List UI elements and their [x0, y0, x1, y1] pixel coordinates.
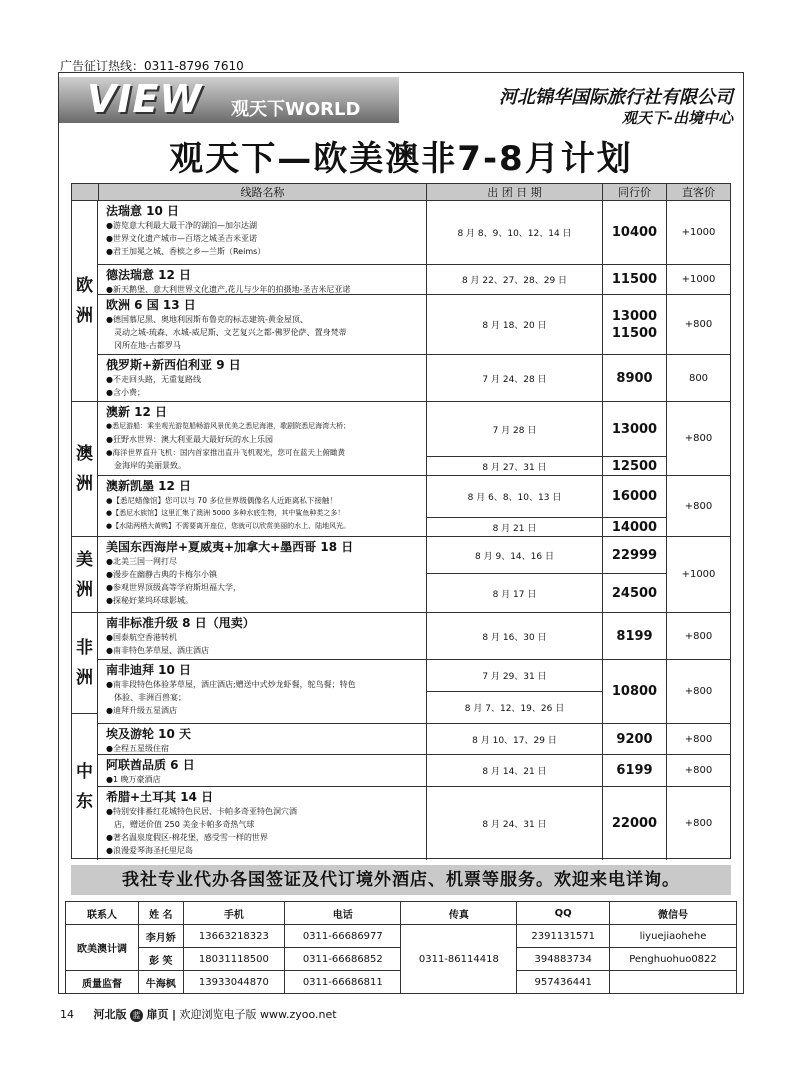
route-title: 美国东西海岸+夏威夷+加拿大+墨西哥 18 日	[106, 540, 354, 554]
contact-header: 姓 名	[139, 902, 183, 925]
region-middle-east: 中东	[72, 714, 98, 860]
direct-price: +800	[666, 755, 730, 787]
contact-fax: 0311-86114418	[401, 925, 517, 994]
route-feature: ●含小费；	[106, 388, 145, 397]
departure-dates: 8 月 27、31 日	[426, 457, 602, 476]
direct-price: +800	[666, 402, 730, 476]
route-feature: ●悉尼游船：乘坐观光游览船畅游风景优美之悉尼海港，歌剧院悉尼海湾大桥；	[106, 422, 351, 430]
departure-dates: 8 月 17 日	[426, 574, 602, 613]
price-value: 8199	[616, 628, 653, 644]
contact-tel: 0311-66686852	[285, 948, 401, 971]
trade-price	[602, 402, 666, 457]
trade-price	[602, 457, 666, 476]
route-feature: ●海洋世界直升飞机：国内首家推出直升飞机观光，您可在蓝天上俯瞰黄	[106, 448, 346, 457]
route-feature: ●浪漫爱琴海圣托里尼岛	[106, 846, 193, 855]
contact-name: 彭 笑	[139, 948, 183, 971]
header-route: 线路名称	[98, 184, 426, 201]
region-africa: 非洲	[72, 613, 98, 714]
trade-price	[602, 574, 666, 613]
contact-header: QQ	[517, 902, 610, 925]
website-link[interactable]: 欢迎浏览电子版 www.zyoo.net	[179, 1008, 337, 1021]
departure-dates: 8 月 8、9、10、12、14 日	[426, 201, 602, 265]
route-feature: ●【水陆两栖大黄鸭】不需要离开座位，您就可以欣赏美丽的水上、陆地风光。	[106, 522, 351, 530]
contact-qq: 957436441	[517, 971, 610, 994]
brand-bar	[59, 73, 743, 128]
route-row	[98, 265, 426, 295]
route-row	[98, 476, 426, 537]
contact-table	[65, 901, 737, 994]
route-feature: ●漫步在幽静古典的卡梅尔小镇	[106, 570, 217, 579]
departure-dates: 7 月 24、28 日	[426, 355, 602, 402]
route-feature: ●特别安排番红花城特色民居、卡帕多奇亚特色洞穴酒	[106, 807, 297, 816]
price-value: 13000	[611, 421, 658, 437]
price-value: 22000	[611, 816, 658, 831]
route-feature: 金海岸的美丽景致。	[114, 461, 186, 470]
route-row	[98, 295, 426, 355]
region-america: 美洲	[72, 537, 98, 613]
price-value: 10800	[611, 684, 658, 699]
route-feature: ●君王加冕之城、香槟之乡—兰斯（Reims）	[106, 247, 266, 256]
direct-price: +800	[666, 613, 730, 660]
contact-header: 手机	[183, 902, 285, 925]
route-feature: ●参观世界顶级高等学府斯坦福大学，	[106, 583, 241, 592]
direct-price: +800	[666, 787, 730, 860]
route-feature: 灵动之城-琉森、水城-威尼斯、文艺复兴之都-佛罗伦萨、置身梵蒂	[114, 328, 347, 337]
route-feature: ●全程五星级住宿	[106, 744, 169, 753]
departure-dates: 8 月 22、27、28、29 日	[426, 265, 602, 295]
trade-price	[602, 537, 666, 574]
section-label: 扉页	[146, 1008, 169, 1021]
departure-dates: 8 月 9、14、16 日	[426, 537, 602, 574]
direct-price: 800	[666, 355, 730, 402]
trade-price	[602, 755, 666, 787]
trade-price	[602, 660, 666, 724]
contact-name: 牛海枫	[139, 971, 183, 994]
page-footer: 14 河北版 蓝 扉页 | 欢迎浏览电子版 www.zyoo.net	[60, 1008, 337, 1021]
trade-price	[602, 613, 666, 660]
route-title: 法瑞意 10 日	[106, 204, 180, 218]
price-value: 10400	[611, 225, 658, 240]
departure-dates: 7 月 29、31 日	[426, 660, 602, 692]
route-title: 俄罗斯+新西伯利亚 9 日	[106, 358, 241, 372]
view-world-logo	[59, 77, 399, 123]
direct-price: +800	[666, 295, 730, 355]
departure-dates: 8 月 24、31 日	[426, 787, 602, 860]
contact-qq: 394883734	[517, 948, 610, 971]
trade-price	[602, 201, 666, 265]
departure-dates: 8 月 16、30 日	[426, 613, 602, 660]
route-title: 埃及游轮 10 天	[106, 727, 192, 741]
contact-group: 质量监督	[66, 971, 139, 994]
departure-dates: 8 月 14、21 日	[426, 755, 602, 787]
direct-price: +800	[666, 724, 730, 755]
route-row	[98, 537, 426, 613]
contact-header: 联系人	[66, 902, 139, 925]
direct-price: +1000	[666, 201, 730, 265]
trade-price	[602, 518, 666, 537]
header-direct-price: 直客价	[666, 184, 730, 201]
header-dates: 出 团 日 期	[426, 184, 602, 201]
contact-header: 电话	[285, 902, 401, 925]
route-title: 澳新凯墨 12 日	[106, 479, 192, 493]
contact-qq: 2391131571	[517, 925, 610, 948]
route-row	[98, 787, 426, 860]
route-row	[98, 355, 426, 402]
route-feature: ●国泰航空香港转机	[106, 633, 177, 642]
route-row	[98, 201, 426, 265]
departure-dates: 8 月 18、20 日	[426, 295, 602, 355]
price-value: 16000	[611, 489, 658, 504]
price-value: 8900	[616, 370, 653, 386]
contact-name: 李月娇	[139, 925, 183, 948]
price-value: 11500	[611, 272, 658, 287]
departure-dates: 8 月 10、17、29 日	[426, 724, 602, 755]
price-value: 12500	[611, 458, 658, 474]
route-feature: 体验、非洲百兽宴；	[114, 693, 186, 702]
route-feature: ●探秘好莱坞环球影城。	[106, 596, 193, 605]
trade-price	[602, 787, 666, 860]
route-feature: ●北美三国一网打尽	[106, 557, 177, 566]
page-number: 14	[60, 1008, 74, 1021]
route-feature: ●迪拜升级五星酒店	[106, 706, 177, 715]
trade-price	[602, 265, 666, 295]
route-feature: ●新天鹅堡、意大利世界文化遗产,花儿与少年的拍摄地-圣吉米尼亚诺	[106, 285, 351, 294]
region-europe: 欧洲	[72, 201, 98, 402]
route-feature: ●【悉尼蜡像馆】您可以与 70 多位世界级偶像名人近距离私下接触！	[106, 496, 337, 505]
direct-price: +1000	[666, 265, 730, 295]
contact-wechat	[610, 971, 737, 994]
direct-price: +800	[666, 660, 730, 724]
contact-mobile: 18031118500	[183, 948, 285, 971]
logo-view-text: VIEW	[87, 77, 203, 121]
blue-badge-icon: 蓝	[130, 1009, 143, 1022]
header-region	[72, 184, 98, 201]
route-row	[98, 402, 426, 476]
departure-dates: 8 月 6、8、10、13 日	[426, 476, 602, 518]
itinerary-table	[71, 183, 731, 859]
trade-price	[602, 476, 666, 518]
departure-dates: 7 月 28 日	[426, 402, 602, 457]
trade-price	[602, 355, 666, 402]
route-title: 南非迪拜 10 日	[106, 663, 192, 677]
route-feature: ●不走回头路，无重复路线	[106, 375, 201, 384]
region-australia: 澳洲	[72, 402, 98, 537]
price-value: 9200	[616, 731, 653, 747]
route-row	[98, 660, 426, 724]
service-banner: 我社专业代办各国签证及代订境外酒店、机票等服务。欢迎来电详询。	[71, 865, 731, 895]
route-feature: 店，赠送价值 250 美金卡帕多奇热气球	[114, 820, 255, 829]
trade-price	[602, 724, 666, 755]
contact-wechat: Penghuohuo0822	[610, 948, 737, 971]
ad-hotline: 广告征订热线：0311-8796 7610	[60, 59, 244, 73]
company-name: 河北锦华国际旅行社有限公司	[499, 87, 733, 108]
department-name: 观天下-出境中心	[621, 109, 733, 127]
contact-wechat: liyuejiaohehe	[610, 925, 737, 948]
price-value: 14000	[611, 519, 658, 535]
route-row	[98, 613, 426, 660]
page-title: 观天下—欧美澳非7-8月计划	[169, 139, 633, 179]
route-feature: ●狂野水世界：澳大利亚最大最好玩的水上乐园	[106, 435, 273, 444]
route-feature: ●【悉尼水族馆】这里汇集了澳洲 5000 多种水底生物，其中鲨鱼种类之多！	[106, 509, 345, 517]
edition-label: 河北版	[93, 1008, 127, 1021]
price-value: 22999	[611, 547, 658, 563]
route-title: 德法瑞意 12 日	[106, 268, 192, 282]
direct-price: +800	[666, 476, 730, 537]
route-feature: ●南非段特色体验茅草屋，酒庄酒店;赠送中式炒龙虾餐，鸵鸟餐；特色	[106, 680, 356, 689]
route-row	[98, 724, 426, 755]
price-value: 13000	[611, 308, 658, 324]
contact-header: 传真	[401, 902, 517, 925]
route-feature: ●游览意大利最大最干净的湖泊—加尔达湖	[106, 221, 257, 230]
route-title: 希腊+土耳其 14 日	[106, 790, 214, 804]
route-title: 澳新 12 日	[106, 405, 168, 419]
departure-dates: 8 月 7、12、19、26 日	[426, 692, 602, 724]
route-feature: ●南非特色茅草屋、酒庄酒店	[106, 646, 209, 655]
price-value: 6199	[616, 763, 653, 778]
route-feature: ●著名温泉度假区-棉花堡，感受雪一样的世界	[106, 833, 268, 842]
contact-group: 欧美澳计调	[66, 925, 139, 971]
route-title: 欧洲 6 国 13 日	[106, 298, 196, 312]
contact-tel: 0311-66686977	[285, 925, 401, 948]
header-trade-price: 同行价	[602, 184, 666, 201]
route-row	[98, 755, 426, 787]
price-value: 24500	[611, 585, 658, 601]
route-title: 南非标准升级 8 日（甩卖）	[106, 616, 255, 630]
price-value: 11500	[611, 325, 658, 341]
contact-mobile: 13933044870	[183, 971, 285, 994]
route-feature: ●1 晚万豪酒店	[106, 775, 161, 784]
direct-price: +1000	[666, 537, 730, 613]
route-feature: ●德国慕尼黑、奥地利因斯布鲁克的标志建筑-黄金屋顶、	[106, 315, 308, 324]
contact-mobile: 13663218323	[183, 925, 285, 948]
logo-world-text: 观天下WORLD	[231, 99, 361, 120]
departure-dates: 8 月 21 日	[426, 518, 602, 537]
contact-header: 微信号	[610, 902, 737, 925]
page-frame	[58, 72, 744, 994]
contact-tel: 0311-66686811	[285, 971, 401, 994]
trade-price	[602, 295, 666, 355]
route-feature: 冈所在地-古都罗马	[114, 341, 181, 350]
route-feature: ●世界文化遗产城市—百塔之城圣吉米亚诺	[106, 234, 257, 243]
route-title: 阿联酋品质 6 日	[106, 758, 195, 772]
